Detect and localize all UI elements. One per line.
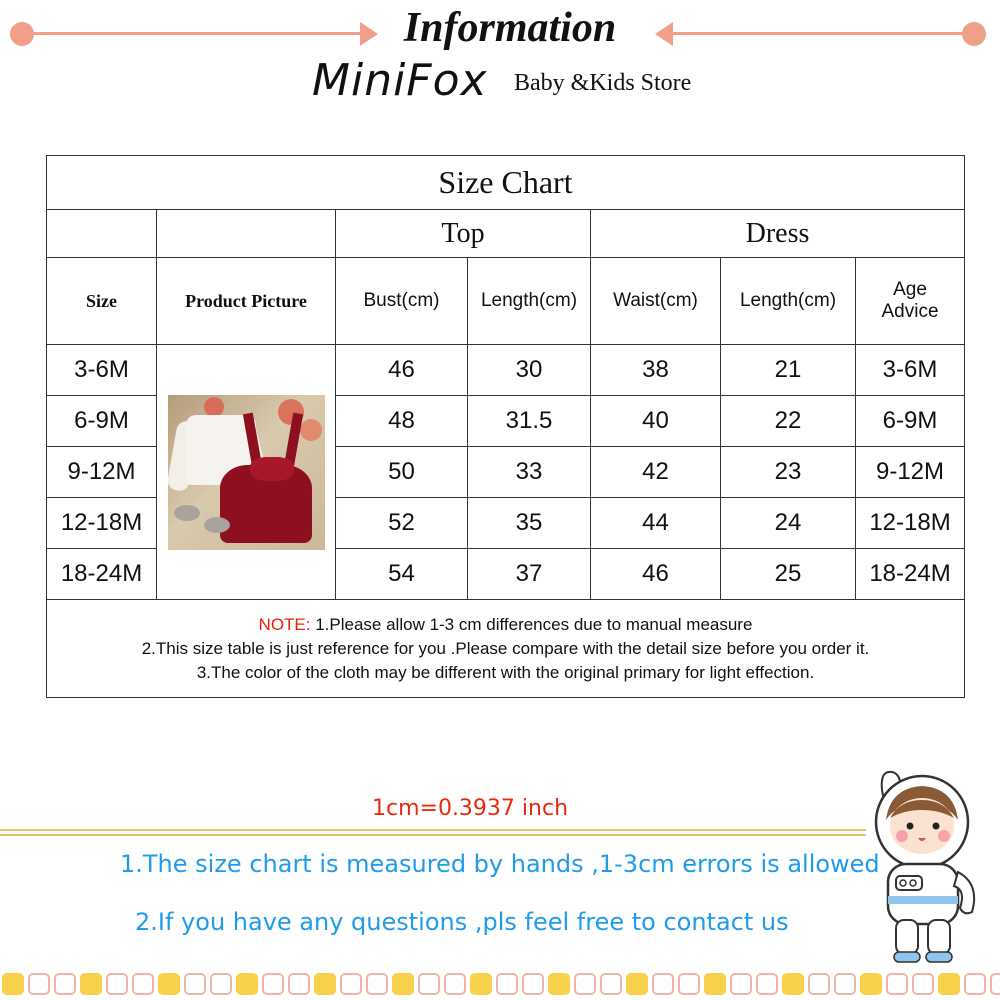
note-line2: 2.This size table is just reference for you .Please compare with the detail size before you order it. — [141, 638, 870, 658]
size-chart-table — [46, 155, 965, 698]
header-age-advice — [856, 258, 965, 345]
cell-waist: 46 — [591, 549, 721, 600]
info-line-1: 1.The size chart is measured by hands ,1-3cm errors is allowed — [120, 850, 880, 878]
header-top-length: Length(cm) — [468, 258, 591, 345]
cell-bust: 50 — [336, 447, 468, 498]
store-name: Baby &Kids Store — [514, 70, 692, 96]
cell-top-length: 30 — [468, 345, 591, 396]
group-empty-size — [47, 210, 157, 258]
header-right-arrow — [655, 22, 673, 46]
page-title: Information — [403, 5, 617, 51]
cell-top-length: 37 — [468, 549, 591, 600]
cell-waist: 40 — [591, 396, 721, 447]
cell-size: 3-6M — [47, 345, 157, 396]
cell-top-length: 35 — [468, 498, 591, 549]
cell-top-length: 33 — [468, 447, 591, 498]
cell-waist: 44 — [591, 498, 721, 549]
cell-dress-length: 23 — [721, 447, 856, 498]
cell-dress-length: 22 — [721, 396, 856, 447]
cell-size: 6-9M — [47, 396, 157, 447]
cell-age: 18-24M — [856, 549, 965, 600]
product-picture-cell — [157, 345, 336, 600]
note-cell — [47, 600, 965, 698]
group-empty-picture — [157, 210, 336, 258]
header-product-picture: Product Picture — [157, 258, 336, 345]
table-row — [47, 345, 965, 396]
cell-size: 9-12M — [47, 447, 157, 498]
group-dress: Dress — [591, 210, 965, 258]
cell-age: 12-18M — [856, 498, 965, 549]
note-line1: 1.Please allow 1-3 cm differences due to manual measure — [310, 614, 753, 634]
astronaut-illustration — [860, 760, 990, 970]
age-line2: Advice — [881, 301, 939, 322]
cell-dress-length: 24 — [721, 498, 856, 549]
cell-dress-length: 25 — [721, 549, 856, 600]
header-size: Size — [47, 258, 157, 345]
age-line1: Age — [893, 279, 927, 300]
cell-bust: 54 — [336, 549, 468, 600]
header-left-line — [22, 32, 362, 35]
info-line-2: 2.If you have any questions ,pls feel free to contact us — [135, 908, 789, 936]
cell-top-length: 31.5 — [468, 396, 591, 447]
cell-age: 3-6M — [856, 345, 965, 396]
cell-age: 9-12M — [856, 447, 965, 498]
cell-dress-length: 21 — [721, 345, 856, 396]
cell-waist: 42 — [591, 447, 721, 498]
note-line3: 3.The color of the cloth may be different with the original primary for light effection. — [196, 662, 815, 682]
decorative-border-strip — [0, 970, 1000, 1000]
divider-line-top — [0, 829, 866, 831]
cell-waist: 38 — [591, 345, 721, 396]
cell-size: 12-18M — [47, 498, 157, 549]
cell-bust: 48 — [336, 396, 468, 447]
cell-age: 6-9M — [856, 396, 965, 447]
group-top: Top — [336, 210, 591, 258]
table-title: Size Chart — [47, 156, 965, 210]
divider-line-bottom — [0, 834, 866, 836]
header-right-line — [672, 32, 972, 35]
brand-logo: MiniFox — [312, 55, 488, 106]
cell-bust: 52 — [336, 498, 468, 549]
product-image — [168, 395, 325, 550]
note-label: NOTE: — [258, 614, 311, 634]
header-dress-length: Length(cm) — [721, 258, 856, 345]
cell-bust: 46 — [336, 345, 468, 396]
header-waist: Waist(cm) — [591, 258, 721, 345]
cell-size: 18-24M — [47, 549, 157, 600]
header-bust: Bust(cm) — [336, 258, 468, 345]
header-right-dot — [962, 22, 986, 46]
conversion-text: 1cm=0.3937 inch — [371, 796, 569, 821]
